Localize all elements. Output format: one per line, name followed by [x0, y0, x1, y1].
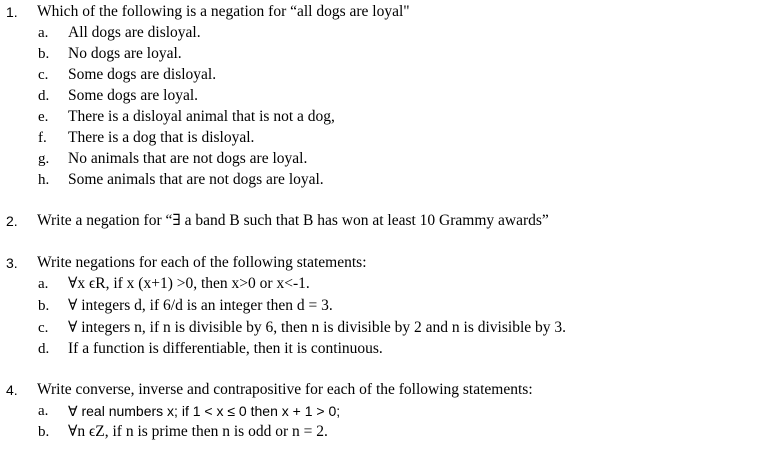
item-letter: b. — [38, 298, 50, 314]
question-text: Write negations for each of the following statements: — [37, 254, 367, 271]
list-item: Some animals that are not dogs are loyal. — [68, 171, 324, 188]
question-number: 1. — [6, 4, 18, 20]
item-letter: c. — [38, 320, 49, 336]
item-letter: a. — [38, 276, 49, 292]
item-letter: b. — [38, 424, 50, 440]
list-item: ∀ real numbers x; if 1 < x ≤ 0 then x + 1 > 0; — [68, 403, 341, 419]
list-item: No dogs are loyal. — [68, 45, 182, 62]
list-item: There is a dog that is disloyal. — [68, 129, 255, 146]
question-text: Write converse, inverse and contrapositive for each of the following statements: — [37, 381, 533, 398]
list-item: ∀ integers n, if n is divisible by 6, then n is divisible by 2 and n is divisible by 3. — [68, 319, 567, 336]
item-letter: f. — [38, 130, 47, 146]
item-letter: a. — [38, 403, 49, 419]
question-text: Which of the following is a negation for “all dogs are loyal" — [37, 3, 410, 20]
list-item: If a function is differentiable, then it is continuous. — [68, 340, 383, 357]
list-item: All dogs are disloyal. — [68, 24, 201, 41]
question-number: 4. — [6, 382, 18, 398]
item-letter: e. — [38, 109, 49, 125]
list-item: Some dogs are disloyal. — [68, 66, 217, 83]
list-item: ∀x ϵR, if x (x+1) >0, then x>0 or x<-1. — [68, 275, 310, 292]
item-letter: g. — [38, 151, 50, 167]
item-letter: h. — [38, 172, 50, 188]
question-number: 3. — [6, 255, 18, 271]
item-letter: a. — [38, 25, 49, 41]
list-item: ∀n ϵZ, if n is prime then n is odd or n = 2. — [68, 423, 328, 440]
question-number: 2. — [6, 213, 18, 229]
list-item: No animals that are not dogs are loyal. — [68, 150, 308, 167]
item-letter: d. — [38, 88, 50, 104]
list-item: There is a disloyal animal that is not a dog, — [68, 108, 335, 125]
list-item: ∀ integers d, if 6/d is an integer then d = 3. — [68, 297, 333, 314]
item-letter: b. — [38, 46, 50, 62]
list-item: Some dogs are loyal. — [68, 87, 199, 104]
item-letter: d. — [38, 341, 50, 357]
question-text: Write a negation for “∃ a band B such that B has won at least 10 Grammy awards” — [37, 212, 549, 229]
item-letter: c. — [38, 67, 49, 83]
